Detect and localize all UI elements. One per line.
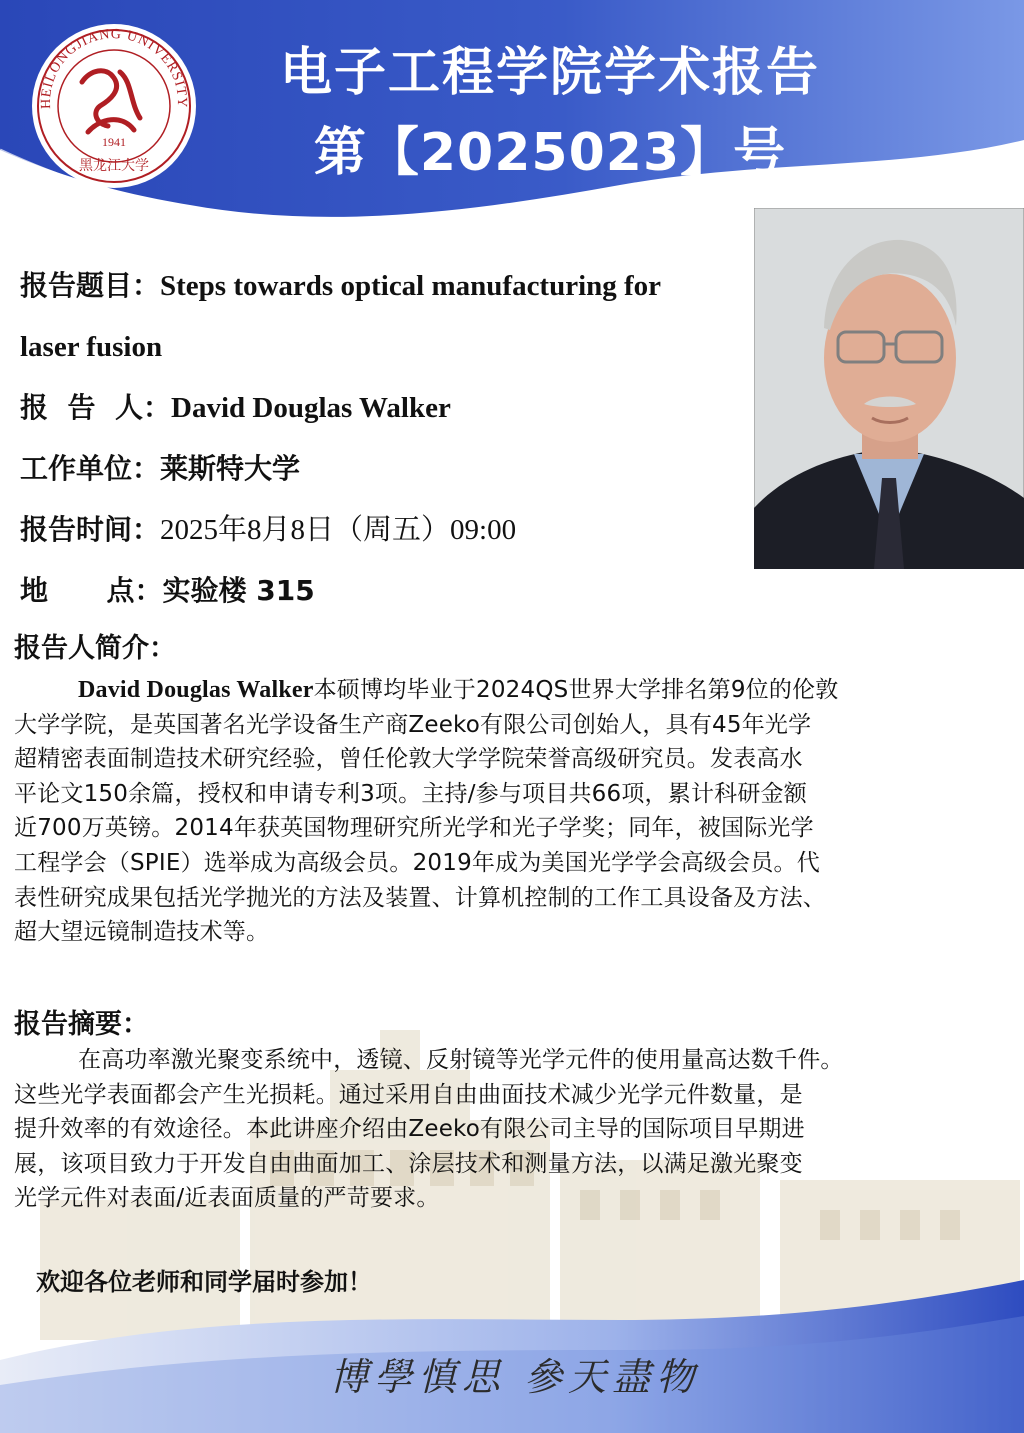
abstract-paragraph <box>14 1043 1014 1216</box>
bio-line: 超精密表面制造技术研究经验，曾任伦敦大学学院荣誉高级研究员。发表高水 <box>14 746 803 773</box>
speaker-name: David Douglas Walker <box>171 392 451 424</box>
talk-title-row <box>20 266 661 306</box>
talk-title-line2: laser fusion <box>20 331 163 363</box>
report-title: 电子工程学院学术报告 <box>279 43 820 103</box>
university-motto: 博學慎思 參天盡物 <box>330 1355 701 1399</box>
bio-heading: 报告人简介： <box>14 633 176 664</box>
affiliation-label: 工作单位： <box>20 452 161 485</box>
abstract-line: 这些光学表面都会产生光损耗。通过采用自由曲面技术减少光学元件数量，是 <box>14 1081 803 1108</box>
abstract-line: 提升效率的有效途径。本此讲座介绍由Zeeko有限公司主导的国际项目早期进 <box>14 1116 805 1143</box>
bio-line: 工程学会（SPIE）选举成为高级会员。2019年成为美国光学学会高级会员。代 <box>14 849 820 876</box>
talk-title-line1: Steps towards optical manufacturing for <box>160 270 662 302</box>
bio-line: 大学学院，是英国著名光学设备生产商Zeeko有限公司创始人，具有45年光学 <box>14 711 812 738</box>
abstract-line: 在高功率激光聚变系统中，透镜、反射镜等光学元件的使用量高达数千件。 <box>78 1047 844 1073</box>
report-issue-number: 第【2025023】号 <box>313 123 787 183</box>
abstract-line: 光学元件对表面/近表面质量的严苛要求。 <box>14 1185 440 1212</box>
place-row <box>20 571 315 611</box>
place-label: 地 点： <box>20 574 163 607</box>
time-value: 2025年8月8日（周五）09:00 <box>160 514 517 546</box>
logo-ring-text: HEILONGJIANG UNIVERSITY <box>38 26 190 110</box>
bio-line: 本硕博均毕业于2024QS世界大学排名第9位的伦敦 <box>313 677 839 703</box>
bio-line: 近700万英镑。2014年获英国物理研究所光学和光子学奖；同年，被国际光学 <box>14 815 814 842</box>
abstract-line: 展，该项目致力于开发自由曲面加工、涂层技术和测量方法，以满足激光聚变 <box>14 1150 803 1177</box>
affiliation-value: 莱斯特大学 <box>160 452 301 485</box>
welcome-text: 欢迎各位老师和同学届时参加！ <box>36 1268 372 1296</box>
time-row <box>20 510 516 550</box>
university-logo <box>30 22 198 190</box>
bio-line: 超大望远镜制造技术等。 <box>14 919 270 946</box>
bio-paragraph <box>14 673 1014 950</box>
bio-line: 表性研究成果包括光学抛光的方法及装置、计算机控制的工作工具设备及方法、 <box>14 884 826 911</box>
place-value: 实验楼 315 <box>162 574 315 607</box>
speaker-photo <box>754 208 1024 569</box>
bio-line: 平论文150余篇，授权和申请专利3项。主持/参与项目共66项，累计科研金额 <box>14 780 807 807</box>
bio-speaker-name: David Douglas Walker <box>78 677 314 703</box>
speaker-label: 报 告 人： <box>20 391 171 424</box>
abstract-heading: 报告摘要： <box>14 1009 149 1040</box>
speaker-row <box>20 388 451 428</box>
talk-title-row-2 <box>20 327 162 367</box>
time-label: 报告时间： <box>20 513 161 546</box>
logo-name: 黑龙江大学 <box>79 158 149 174</box>
affiliation-row <box>20 449 300 489</box>
logo-year: 1941 <box>102 135 126 149</box>
talk-title-label: 报告题目： <box>20 269 161 302</box>
